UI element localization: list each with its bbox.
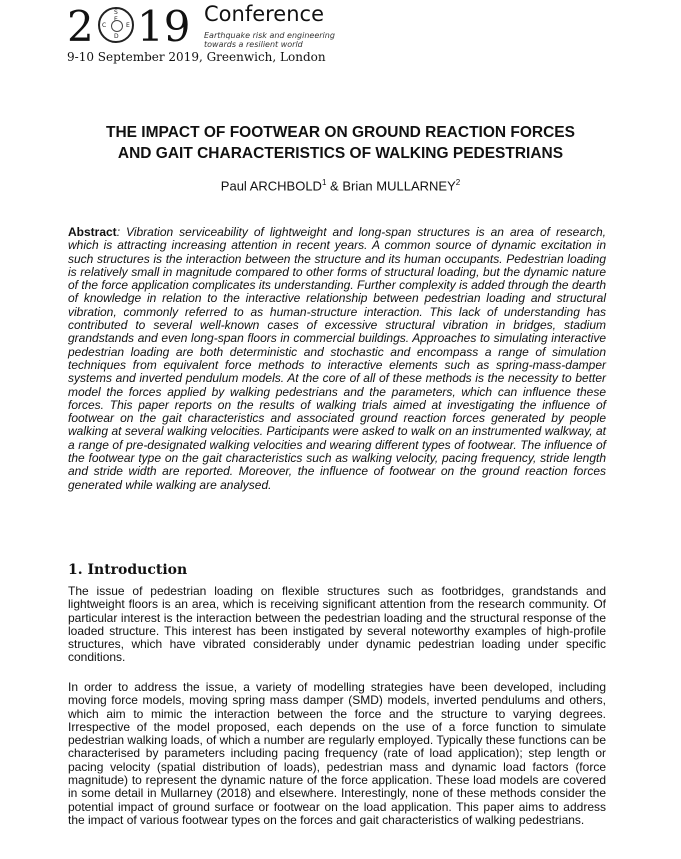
author-1: Paul ARCHBOLD — [220, 178, 322, 194]
title-line-1: THE IMPACT OF FOOTWEAR ON GROUND REACTION FORCES — [105, 124, 575, 141]
logo-digit-2: 2 — [67, 2, 94, 51]
conference-dateline: 9-10 September 2019, Greenwich, London — [67, 50, 326, 64]
conference-logo — [67, 4, 367, 50]
paper-title — [40, 122, 641, 164]
abstract-label: Abstract — [68, 225, 117, 239]
conference-tagline-2: towards a resilient world — [204, 40, 303, 49]
intro-paragraph-1: The issue of pedestrian loading on flexible structures such as footbridges, grandstands and lightweight floors is an area, which is receiving significant attention from the research community. Of particular interest is the interaction between the pedestrian loading and the structural response of the loaded structure. This interest has been instigated by several noteworthy examples of high-profile structures, which have vibrated considerably under dynamic pedestrian loading under specific conditions. — [68, 584, 606, 665]
intro-paragraph-2: In order to address the issue, a variety of modelling strategies have been developed, including moving force models, moving spring mass damper (SMD) models, inverted pendulums and others, which aim to mimic the interaction between the force and the structure to varying degrees. Irrespective of the model proposed, each depends on the use of a force function to simulate pedestrian walking loads, of which a number are regularly employed. Typically these functions can be characterised by parameters including pacing frequency (rate of load application); step length or pacing velocity (spatial distribution of loads), pedestrian mass and dynamic load factors (force magnitude) to represent the dynamic nature of the force application. These load models are covered in some detail in Mullarney (2018) and elsewhere. Interestingly, none of these methods consider the potential impact of ground surface or footwear on the load application. This paper aims to address the impact of various footwear types on the forces and gait characteristics of walking pedestrians. — [68, 680, 606, 827]
seced-seal-icon: S E C E D — [98, 7, 134, 43]
section-heading-introduction: 1. Introduction — [68, 562, 188, 578]
abstract-text: : Vibration serviceability of lightweight and long-span structures is an area of research, which is attracting increasing attention in recent years. A common source of dynamic excitation in such structures is the interaction between the structure and its human occupants. Pedestrian loading is relatively small in magnitude compared to other forms of structural loading, but the dynamic nature of the force application complicates its understanding. Further complexity is added through the dearth of knowledge in relation to the interactive relationship between pedestrian loading and structural vibration, commonly referred to as human-structure interaction. This lack of understanding has contributed to several well-known cases of excessive structural vibration in bridges, stadium grandstands and even long-span floors in commercial buildings. Approaches to simulating interactive pedestrian loading are both deterministic and stochastic and encompass a range of simulation techniques from equivalent force methods to interactive elements such as spring-mass-damper systems and inverted pendulum models. At the core of all of these methods is the necessity to better model the forces applied by walking pedestrians and the parameters, which can influence these forces. This paper reports on the results of walking trials aimed at investigating the influence of footwear on the gait characteristics and associated ground reaction forces generated by people walking at several walking velocities. Participants were asked to walk on an instrumented walkway, at a range of pre-designated walking velocities and wearing different types of footwear. The influence of the footwear type on the gait characteristics such as walking velocity, pacing frequency, stride length and stride width are reported. Moreover, the influence of footwear on the ground reaction forces generated while walking are analysed. — [68, 225, 606, 492]
author-2: Brian MULLARNEY — [342, 178, 456, 194]
conference-tagline-1: Earthquake risk and engineering — [204, 31, 335, 40]
conference-label: Conference — [204, 2, 325, 26]
title-line-2: AND GAIT CHARACTERISTICS OF WALKING PEDESTRIANS — [117, 145, 564, 162]
author-line — [40, 178, 641, 193]
author-2-affiliation: 2 — [455, 178, 461, 187]
logo-digits-19: 19 — [137, 2, 191, 51]
abstract — [68, 226, 606, 492]
author-separator: & — [326, 178, 343, 194]
author-1-affiliation: 1 — [321, 178, 327, 187]
